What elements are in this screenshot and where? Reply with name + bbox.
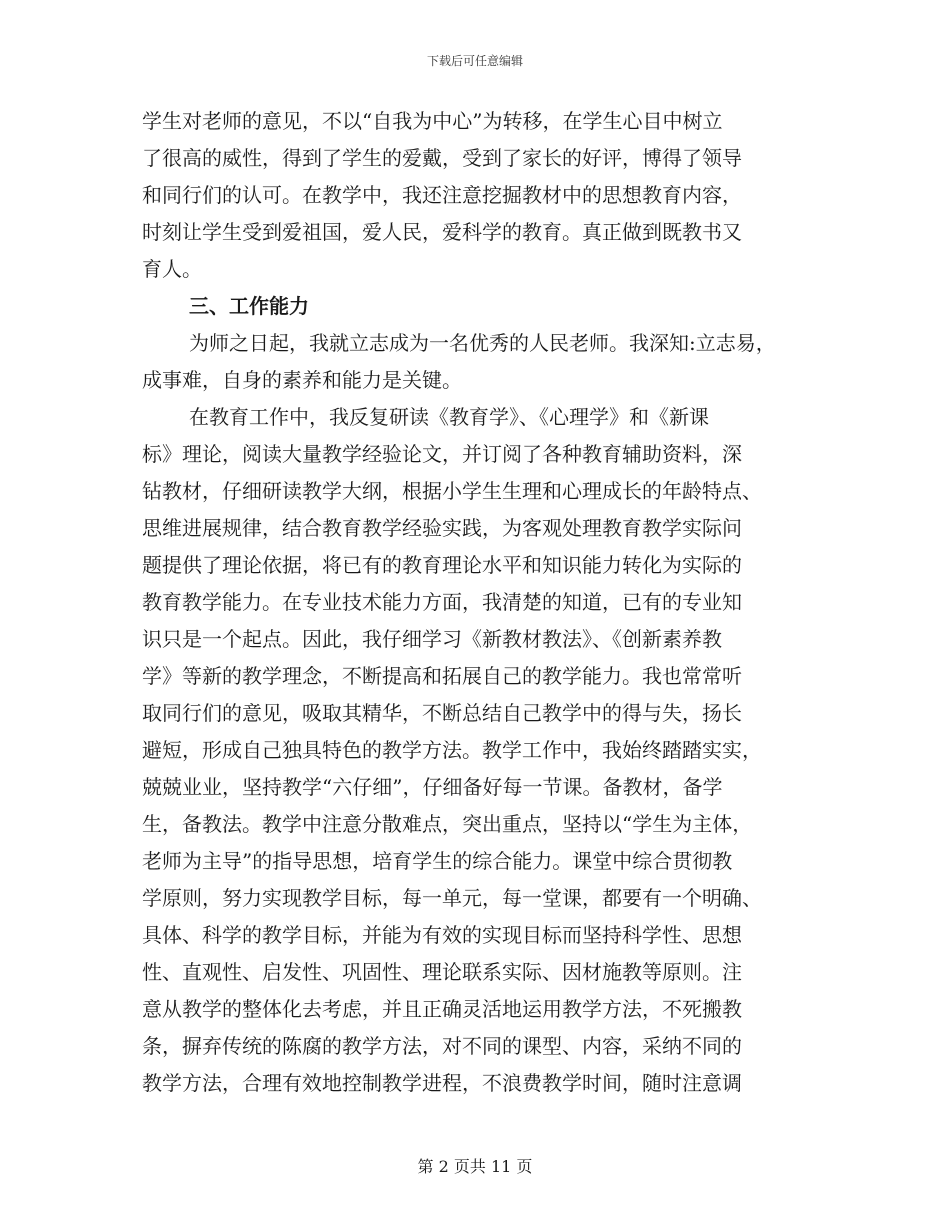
text-line: 题提供了理论依据，将已有的教育理论水平和知识能力转化为实际的 <box>142 553 742 577</box>
text-line: 标》理论，阅读大量教学经验论文，并订阅了各种教育辅助资料，深 <box>142 442 742 466</box>
text-line: 生，备教法。教学中注意分散难点，突出重点，坚持以“学生为主体， <box>142 812 753 836</box>
text-line: 育人。 <box>142 257 202 281</box>
text-line: 了很高的威性，得到了学生的爱戴，受到了家长的好评，博得了领导 <box>142 146 742 170</box>
page-number: 第 2 页共 11 页 <box>417 1157 533 1176</box>
text-line: 教学方法，合理有效地控制教学进程，不浪费教学时间，随时注意调 <box>142 1071 742 1095</box>
text-line: 钻教材，仔细研读教学大纲，根据小学生生理和心理成长的年龄特点、 <box>142 479 762 503</box>
text-line: 意从教学的整体化去考虑，并且正确灵活地运用教学方法，不死搬教 <box>142 997 742 1021</box>
section-heading: 三、工作能力 <box>189 294 309 318</box>
text-line: 时刻让学生受到爱祖国，爱人民，爱科学的教育。真正做到既教书又 <box>142 220 742 244</box>
text-line: 学原则，努力实现教学目标，每一单元，每一堂课，都要有一个明确、 <box>142 886 762 910</box>
text-line: 性、直观性、启发性、巩固性、理论联系实际、因材施教等原则。注 <box>142 960 742 984</box>
text-line: 教育教学能力。在专业技术能力方面，我清楚的知道，已有的专业知 <box>142 590 742 614</box>
text-line: 识只是一个起点。因此，我仔细学习《新教材教法》、《创新素养教 <box>142 627 722 651</box>
text-line: 和同行们的认可。在教学中，我还注意挖掘教材中的思想教育内容， <box>142 183 742 207</box>
document-body <box>142 103 810 1102</box>
text-line: 取同行们的意见，吸取其精华，不断总结自己教学中的得与失，扬长 <box>142 701 742 725</box>
text-line: 成事难，自身的素养和能力是关键。 <box>142 368 462 392</box>
text-line: 学》等新的教学理念，不断提高和拓展自己的教学能力。我也常常听 <box>142 664 742 688</box>
text-line: 兢兢业业，坚持教学“六仔细”，仔细备好每一节课。备教材，备学 <box>142 775 723 799</box>
text-line: 避短，形成自己独具特色的教学方法。教学工作中，我始终踏踏实实， <box>142 738 762 762</box>
text-line: 老师为主导”的指导思想，培育学生的综合能力。课堂中综合贯彻教 <box>142 849 733 873</box>
paragraph-first-line: 为师之日起，我就立志成为一名优秀的人民老师。我深知:立志易， <box>189 331 776 355</box>
page-header: 下载后可任意编辑 <box>426 54 523 68</box>
text-line: 具体、科学的教学目标，并能为有效的实现目标而坚持科学性、思想 <box>142 923 742 947</box>
text-line: 思维进展规律，结合教育教学经验实践，为客观处理教育教学实际问 <box>142 516 742 540</box>
text-line: 学生对老师的意见，不以“自我为中心”为转移，在学生心目中树立 <box>142 109 723 133</box>
text-line: 条，摒弃传统的陈腐的教学方法，对不同的课型、内容，采纳不同的 <box>142 1034 742 1058</box>
paragraph-first-line: 在教育工作中，我反复研读《教育学》、《心理学》和《新课 <box>189 405 709 429</box>
